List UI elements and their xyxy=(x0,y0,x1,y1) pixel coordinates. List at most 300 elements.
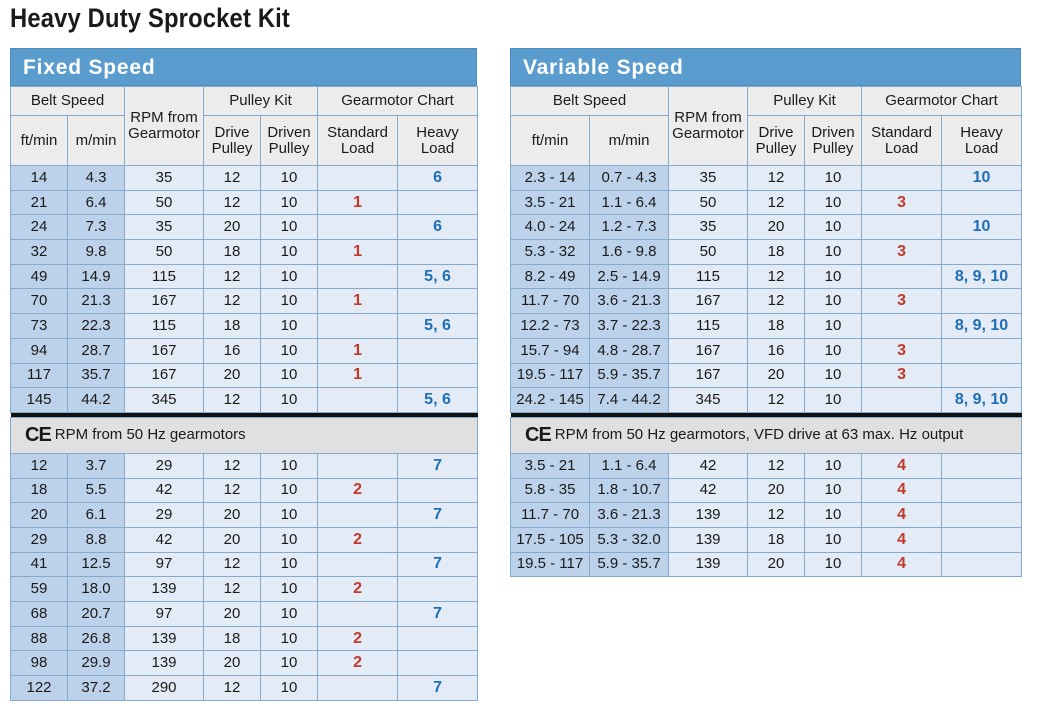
heavy-load-cell xyxy=(942,478,1022,503)
belt-speed-header: Belt Speed xyxy=(11,87,125,116)
standard-load-cell xyxy=(862,264,942,289)
rpm-cell: 97 xyxy=(125,602,204,627)
heavy-load-cell: 7 xyxy=(398,453,478,478)
ft-min-cell: 17.5 - 105 xyxy=(511,527,590,552)
table-row xyxy=(11,602,478,627)
drive-pulley-cell: 12 xyxy=(204,190,261,215)
standard-load-cell xyxy=(318,453,398,478)
drive-pulley-cell: 18 xyxy=(204,626,261,651)
driven-pulley-cell: 10 xyxy=(261,215,318,240)
m-min-cell: 44.2 xyxy=(68,388,125,413)
m-min-cell: 4.8 - 28.7 xyxy=(590,338,669,363)
m-min-cell: 5.9 - 35.7 xyxy=(590,363,669,388)
driven-pulley-cell: 10 xyxy=(261,338,318,363)
standard-load-cell xyxy=(318,676,398,701)
heavy-load-cell xyxy=(398,577,478,602)
heavy-load-cell xyxy=(942,190,1022,215)
m-min-cell: 35.7 xyxy=(68,363,125,388)
heavy-load-cell xyxy=(398,626,478,651)
drive-pulley-cell: 20 xyxy=(748,363,805,388)
standard-load-cell: 1 xyxy=(318,289,398,314)
standard-load-cell xyxy=(318,215,398,240)
ft-min-cell: 24 xyxy=(11,215,68,240)
ft-min-cell: 19.5 - 117 xyxy=(511,552,590,577)
driven-pulley-cell: 10 xyxy=(805,289,862,314)
m-min-cell: 5.9 - 35.7 xyxy=(590,552,669,577)
standard-load-cell: 2 xyxy=(318,527,398,552)
drive-pulley-cell: 20 xyxy=(204,503,261,528)
driven-pulley-cell: 10 xyxy=(261,453,318,478)
ft-min-cell: 11.7 - 70 xyxy=(511,289,590,314)
m-min-cell: 7.4 - 44.2 xyxy=(590,388,669,413)
drive-pulley-cell: 12 xyxy=(748,453,805,478)
drive-pulley-cell: 12 xyxy=(204,388,261,413)
rpm-header: RPM from Gearmotor xyxy=(125,87,204,166)
m-min-cell: 26.8 xyxy=(68,626,125,651)
ft-min-cell: 145 xyxy=(11,388,68,413)
rpm-cell: 42 xyxy=(669,478,748,503)
table-row xyxy=(511,503,1022,528)
heavy-load-cell xyxy=(398,478,478,503)
heavy-load-cell: 5, 6 xyxy=(398,264,478,289)
standard-load-cell: 1 xyxy=(318,363,398,388)
drive-pulley-cell: 20 xyxy=(748,552,805,577)
ft-min-cell: 15.7 - 94 xyxy=(511,338,590,363)
table-row xyxy=(511,453,1022,478)
fixed-50hz-note-row xyxy=(11,417,478,453)
ft-min-cell: 5.3 - 32 xyxy=(511,240,590,265)
ft-min-header: ft/min xyxy=(511,116,590,166)
driven-pulley-cell: 10 xyxy=(261,190,318,215)
rpm-cell: 42 xyxy=(125,478,204,503)
table-row xyxy=(511,166,1022,191)
standard-load-cell xyxy=(318,552,398,577)
ft-min-cell: 29 xyxy=(11,527,68,552)
m-min-cell: 3.6 - 21.3 xyxy=(590,289,669,314)
rpm-cell: 139 xyxy=(125,651,204,676)
standard-load-cell xyxy=(862,166,942,191)
driven-pulley-cell: 10 xyxy=(261,626,318,651)
heavy-load-cell: 5, 6 xyxy=(398,314,478,339)
m-min-cell: 1.6 - 9.8 xyxy=(590,240,669,265)
driven-pulley-cell: 10 xyxy=(805,314,862,339)
gearmotor-chart-header: Gearmotor Chart xyxy=(318,87,478,116)
rpm-cell: 50 xyxy=(669,190,748,215)
drive-pulley-cell: 18 xyxy=(748,314,805,339)
driven-pulley-cell: 10 xyxy=(805,215,862,240)
m-min-cell: 1.2 - 7.3 xyxy=(590,215,669,240)
ft-min-cell: 11.7 - 70 xyxy=(511,503,590,528)
ft-min-cell: 12 xyxy=(11,453,68,478)
driven-pulley-cell: 10 xyxy=(805,552,862,577)
standard-load-cell: 2 xyxy=(318,577,398,602)
table-row xyxy=(11,388,478,413)
table-row xyxy=(11,289,478,314)
ft-min-cell: 41 xyxy=(11,552,68,577)
heavy-load-cell xyxy=(398,651,478,676)
pulley-kit-header: Pulley Kit xyxy=(748,87,862,116)
rpm-header: RPM from Gearmotor xyxy=(669,87,748,166)
m-min-cell: 22.3 xyxy=(68,314,125,339)
gearmotor-chart-header: Gearmotor Chart xyxy=(862,87,1022,116)
m-min-cell: 6.1 xyxy=(68,503,125,528)
variable-speed-title: Variable Speed xyxy=(510,48,1021,86)
ft-min-cell: 24.2 - 145 xyxy=(511,388,590,413)
table-row xyxy=(511,215,1022,240)
ft-min-cell: 88 xyxy=(11,626,68,651)
heavy-load-cell: 8, 9, 10 xyxy=(942,314,1022,339)
m-min-cell: 1.1 - 6.4 xyxy=(590,453,669,478)
standard-load-cell: 4 xyxy=(862,503,942,528)
table-row xyxy=(511,338,1022,363)
driven-pulley-cell: 10 xyxy=(261,527,318,552)
table-row xyxy=(11,240,478,265)
drive-pulley-cell: 12 xyxy=(204,478,261,503)
rpm-cell: 50 xyxy=(669,240,748,265)
standard-load-cell: 3 xyxy=(862,338,942,363)
m-min-cell: 14.9 xyxy=(68,264,125,289)
standard-load-cell: 4 xyxy=(862,453,942,478)
fixed-speed-panel xyxy=(10,48,477,701)
drive-pulley-header: Drive Pulley xyxy=(748,116,805,166)
driven-pulley-cell: 10 xyxy=(805,503,862,528)
heavy-load-cell xyxy=(942,552,1022,577)
m-min-cell: 9.8 xyxy=(68,240,125,265)
rpm-cell: 29 xyxy=(125,503,204,528)
m-min-cell: 7.3 xyxy=(68,215,125,240)
ft-min-cell: 3.5 - 21 xyxy=(511,453,590,478)
m-min-cell: 2.5 - 14.9 xyxy=(590,264,669,289)
heavy-load-cell: 8, 9, 10 xyxy=(942,388,1022,413)
heavy-load-cell xyxy=(398,338,478,363)
driven-pulley-cell: 10 xyxy=(261,314,318,339)
ft-min-header: ft/min xyxy=(11,116,68,166)
rpm-cell: 167 xyxy=(125,338,204,363)
drive-pulley-cell: 16 xyxy=(748,338,805,363)
standard-load-cell xyxy=(862,388,942,413)
driven-pulley-cell: 10 xyxy=(261,478,318,503)
table-row xyxy=(11,676,478,701)
rpm-cell: 50 xyxy=(125,240,204,265)
rpm-cell: 42 xyxy=(125,527,204,552)
heavy-load-cell xyxy=(942,289,1022,314)
standard-load-cell xyxy=(318,166,398,191)
driven-pulley-cell: 10 xyxy=(261,264,318,289)
m-min-cell: 37.2 xyxy=(68,676,125,701)
rpm-cell: 139 xyxy=(669,527,748,552)
heavy-load-cell xyxy=(942,527,1022,552)
ft-min-cell: 3.5 - 21 xyxy=(511,190,590,215)
driven-pulley-cell: 10 xyxy=(261,388,318,413)
m-min-cell: 1.1 - 6.4 xyxy=(590,190,669,215)
table-row xyxy=(11,166,478,191)
heavy-load-cell xyxy=(398,363,478,388)
m-min-cell: 5.5 xyxy=(68,478,125,503)
heavy-load-cell xyxy=(398,527,478,552)
drive-pulley-cell: 20 xyxy=(204,363,261,388)
driven-pulley-header: Driven Pulley xyxy=(805,116,862,166)
table-row xyxy=(11,651,478,676)
driven-pulley-header: Driven Pulley xyxy=(261,116,318,166)
table-row xyxy=(511,240,1022,265)
variable-speed-table xyxy=(510,86,1022,577)
standard-load-cell: 1 xyxy=(318,190,398,215)
drive-pulley-cell: 12 xyxy=(204,166,261,191)
ft-min-cell: 94 xyxy=(11,338,68,363)
drive-pulley-cell: 12 xyxy=(748,289,805,314)
heavy-load-cell: 7 xyxy=(398,676,478,701)
standard-load-cell xyxy=(862,314,942,339)
variable-rows-50hz xyxy=(511,453,1022,576)
heavy-load-cell xyxy=(942,503,1022,528)
m-min-cell: 28.7 xyxy=(68,338,125,363)
heavy-load-cell: 7 xyxy=(398,503,478,528)
standard-load-cell: 3 xyxy=(862,240,942,265)
m-min-header: m/min xyxy=(590,116,669,166)
driven-pulley-cell: 10 xyxy=(261,166,318,191)
driven-pulley-cell: 10 xyxy=(805,478,862,503)
rpm-cell: 115 xyxy=(125,314,204,339)
ft-min-cell: 32 xyxy=(11,240,68,265)
drive-pulley-cell: 20 xyxy=(204,602,261,627)
table-row xyxy=(511,264,1022,289)
driven-pulley-cell: 10 xyxy=(261,602,318,627)
page-title: Heavy Duty Sprocket Kit xyxy=(10,3,291,33)
m-min-cell: 12.5 xyxy=(68,552,125,577)
heavy-load-cell xyxy=(398,289,478,314)
ft-min-cell: 19.5 - 117 xyxy=(511,363,590,388)
rpm-cell: 167 xyxy=(669,289,748,314)
drive-pulley-cell: 16 xyxy=(204,338,261,363)
drive-pulley-cell: 18 xyxy=(748,240,805,265)
rpm-cell: 167 xyxy=(125,289,204,314)
heavy-load-cell: 8, 9, 10 xyxy=(942,264,1022,289)
table-row xyxy=(511,527,1022,552)
drive-pulley-cell: 12 xyxy=(204,264,261,289)
heavy-load-cell: 5, 6 xyxy=(398,388,478,413)
standard-load-cell: 1 xyxy=(318,240,398,265)
rpm-cell: 139 xyxy=(669,552,748,577)
m-min-cell: 18.0 xyxy=(68,577,125,602)
fixed-speed-table xyxy=(10,86,478,701)
table-row xyxy=(511,289,1022,314)
m-min-cell: 20.7 xyxy=(68,602,125,627)
ft-min-cell: 5.8 - 35 xyxy=(511,478,590,503)
standard-load-cell: 3 xyxy=(862,289,942,314)
driven-pulley-cell: 10 xyxy=(261,552,318,577)
table-row xyxy=(11,503,478,528)
standard-load-cell: 4 xyxy=(862,478,942,503)
heavy-load-header: Heavy Load xyxy=(942,116,1022,166)
rpm-cell: 35 xyxy=(125,215,204,240)
rpm-cell: 167 xyxy=(125,363,204,388)
ft-min-cell: 20 xyxy=(11,503,68,528)
heavy-load-cell xyxy=(942,453,1022,478)
driven-pulley-cell: 10 xyxy=(805,338,862,363)
standard-load-cell: 3 xyxy=(862,363,942,388)
drive-pulley-cell: 12 xyxy=(204,577,261,602)
table-row xyxy=(511,552,1022,577)
heavy-load-cell: 10 xyxy=(942,166,1022,191)
driven-pulley-cell: 10 xyxy=(261,503,318,528)
drive-pulley-cell: 20 xyxy=(748,478,805,503)
drive-pulley-cell: 20 xyxy=(204,215,261,240)
heavy-load-cell xyxy=(942,363,1022,388)
pulley-kit-header: Pulley Kit xyxy=(204,87,318,116)
heavy-load-header: Heavy Load xyxy=(398,116,478,166)
rpm-cell: 290 xyxy=(125,676,204,701)
fixed-rows-50hz xyxy=(11,453,478,700)
table-row xyxy=(511,314,1022,339)
m-min-cell: 4.3 xyxy=(68,166,125,191)
m-min-cell: 3.7 xyxy=(68,453,125,478)
driven-pulley-cell: 10 xyxy=(805,264,862,289)
drive-pulley-cell: 12 xyxy=(748,190,805,215)
ft-min-cell: 73 xyxy=(11,314,68,339)
ft-min-cell: 68 xyxy=(11,602,68,627)
rpm-cell: 167 xyxy=(669,363,748,388)
table-row xyxy=(11,626,478,651)
table-row xyxy=(511,478,1022,503)
m-min-cell: 3.7 - 22.3 xyxy=(590,314,669,339)
drive-pulley-cell: 12 xyxy=(748,166,805,191)
heavy-load-cell: 7 xyxy=(398,552,478,577)
variable-50hz-note: CE RPM from 50 Hz gearmotors, VFD drive at 63 max. Hz output xyxy=(511,417,1022,453)
drive-pulley-cell: 18 xyxy=(748,527,805,552)
table-row xyxy=(11,338,478,363)
standard-load-cell: 2 xyxy=(318,478,398,503)
m-min-cell: 29.9 xyxy=(68,651,125,676)
ce-mark-icon: CE xyxy=(25,424,51,447)
ft-min-cell: 14 xyxy=(11,166,68,191)
ft-min-cell: 2.3 - 14 xyxy=(511,166,590,191)
drive-pulley-cell: 18 xyxy=(204,240,261,265)
table-row xyxy=(511,388,1022,413)
m-min-cell: 0.7 - 4.3 xyxy=(590,166,669,191)
m-min-cell: 3.6 - 21.3 xyxy=(590,503,669,528)
rpm-cell: 345 xyxy=(669,388,748,413)
m-min-cell: 5.3 - 32.0 xyxy=(590,527,669,552)
ft-min-cell: 117 xyxy=(11,363,68,388)
table-row xyxy=(11,314,478,339)
drive-pulley-cell: 12 xyxy=(204,676,261,701)
driven-pulley-cell: 10 xyxy=(261,577,318,602)
driven-pulley-cell: 10 xyxy=(805,453,862,478)
table-row xyxy=(511,363,1022,388)
heavy-load-cell xyxy=(398,190,478,215)
table-row xyxy=(11,527,478,552)
standard-load-cell xyxy=(318,602,398,627)
rpm-cell: 35 xyxy=(125,166,204,191)
driven-pulley-cell: 10 xyxy=(805,363,862,388)
table-row xyxy=(11,478,478,503)
ft-min-cell: 70 xyxy=(11,289,68,314)
driven-pulley-cell: 10 xyxy=(805,527,862,552)
heavy-load-cell xyxy=(942,338,1022,363)
fixed-speed-title: Fixed Speed xyxy=(10,48,477,86)
ft-min-cell: 18 xyxy=(11,478,68,503)
table-row xyxy=(11,363,478,388)
rpm-cell: 115 xyxy=(669,264,748,289)
ft-min-cell: 21 xyxy=(11,190,68,215)
ce-mark-icon: CE xyxy=(525,424,551,447)
ft-min-cell: 8.2 - 49 xyxy=(511,264,590,289)
standard-load-header: Standard Load xyxy=(862,116,942,166)
drive-pulley-cell: 20 xyxy=(204,651,261,676)
drive-pulley-cell: 12 xyxy=(204,289,261,314)
m-min-cell: 6.4 xyxy=(68,190,125,215)
driven-pulley-cell: 10 xyxy=(805,166,862,191)
m-min-cell: 21.3 xyxy=(68,289,125,314)
belt-speed-header: Belt Speed xyxy=(511,87,669,116)
drive-pulley-cell: 12 xyxy=(748,503,805,528)
standard-load-cell: 4 xyxy=(862,527,942,552)
drive-pulley-cell: 18 xyxy=(204,314,261,339)
heavy-load-cell: 6 xyxy=(398,166,478,191)
drive-pulley-cell: 12 xyxy=(748,264,805,289)
standard-load-cell: 1 xyxy=(318,338,398,363)
table-row xyxy=(11,264,478,289)
driven-pulley-cell: 10 xyxy=(261,240,318,265)
fixed-50hz-note: CE RPM from 50 Hz gearmotors xyxy=(11,417,478,453)
rpm-cell: 35 xyxy=(669,166,748,191)
standard-load-cell xyxy=(318,388,398,413)
fixed-rows-60hz xyxy=(11,166,478,413)
table-row xyxy=(11,215,478,240)
driven-pulley-cell: 10 xyxy=(261,651,318,676)
rpm-cell: 115 xyxy=(125,264,204,289)
heavy-load-cell xyxy=(942,240,1022,265)
standard-load-cell xyxy=(318,314,398,339)
heavy-load-cell: 6 xyxy=(398,215,478,240)
heavy-load-cell: 7 xyxy=(398,602,478,627)
drive-pulley-cell: 12 xyxy=(204,552,261,577)
table-row xyxy=(511,190,1022,215)
rpm-cell: 345 xyxy=(125,388,204,413)
rpm-cell: 35 xyxy=(669,215,748,240)
driven-pulley-cell: 10 xyxy=(261,363,318,388)
driven-pulley-cell: 10 xyxy=(805,240,862,265)
variable-speed-panel xyxy=(510,48,1021,577)
table-row xyxy=(11,190,478,215)
drive-pulley-header: Drive Pulley xyxy=(204,116,261,166)
ft-min-cell: 59 xyxy=(11,577,68,602)
table-row xyxy=(11,577,478,602)
m-min-header: m/min xyxy=(68,116,125,166)
variable-rows-60hz xyxy=(511,166,1022,413)
standard-load-cell: 4 xyxy=(862,552,942,577)
ft-min-cell: 98 xyxy=(11,651,68,676)
heavy-load-cell xyxy=(398,240,478,265)
rpm-cell: 139 xyxy=(125,577,204,602)
ft-min-cell: 12.2 - 73 xyxy=(511,314,590,339)
variable-50hz-note-row xyxy=(511,417,1022,453)
standard-load-header: Standard Load xyxy=(318,116,398,166)
standard-load-cell xyxy=(318,503,398,528)
table-row xyxy=(11,552,478,577)
heavy-load-cell: 10 xyxy=(942,215,1022,240)
rpm-cell: 115 xyxy=(669,314,748,339)
rpm-cell: 42 xyxy=(669,453,748,478)
rpm-cell: 139 xyxy=(125,626,204,651)
driven-pulley-cell: 10 xyxy=(261,676,318,701)
drive-pulley-cell: 20 xyxy=(748,215,805,240)
standard-load-cell: 2 xyxy=(318,626,398,651)
drive-pulley-cell: 12 xyxy=(748,388,805,413)
standard-load-cell: 3 xyxy=(862,190,942,215)
drive-pulley-cell: 12 xyxy=(204,453,261,478)
rpm-cell: 167 xyxy=(669,338,748,363)
